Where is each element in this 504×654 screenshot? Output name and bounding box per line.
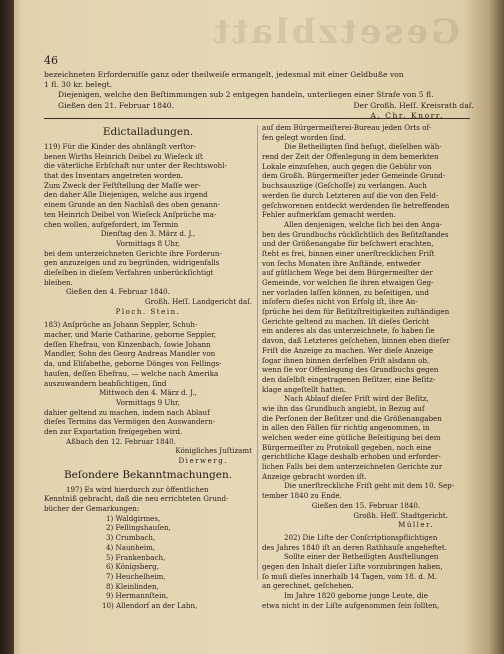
notice-197-continuation [262,123,470,501]
notice-197-line: Kenntniß gebracht, daß die neu errichteten Grund- [44,494,229,504]
bleed-through-text: Gesetzblatt [210,12,460,52]
text-line: den daſelbſt eingetragenen Beſitzer, eine Beſitz- [262,374,436,384]
notice-119-court: Großh. Heſſ. Landgericht daſ. [144,297,252,306]
date-left: Gießen den 21. Februar 1840. [58,100,175,110]
notice-197-court: Großh. Heſſ. Stadtgericht. [353,510,448,520]
notice-197-line: 197) Es wird hierdurch zur öffentlichen [66,484,209,494]
text-line: inſofern dieſes nicht von Erfolg iſt, ihre An- [262,297,418,307]
notice-119-line: Zum Zweck der Feſtſtellung der Maſſe wer- [44,180,201,190]
text-line: tember 1840 zu Ende. [262,491,342,501]
text-line: Im Jahre 1820 geborne junge Leute, die [284,591,428,600]
text-line: Fehler aufmerkſam gemacht werden. [262,210,396,220]
top-line: 1 fl. 30 kr. belegt. [44,80,113,90]
text-line: davon, daß Letzteres geſchehen, binnen eben dieſer [262,336,450,346]
text-line: Anzeige gebracht worden iſt. [262,471,367,481]
notice-183-line: den zur Exportation freigegeben wird. [44,426,183,436]
notice-183-line: 183) Anſprüche an Johann Seppler, Schuh- [44,320,198,330]
text-line: wie ihn das Grundbuch angiebt, in Bezug auf [262,403,425,413]
place-list-item: 5) Frankenbach, [106,552,166,562]
notice-119-line: 119) Für die Kinder des ohnlängſt verſtor- [44,142,196,151]
section-heading-edictalladungen: Edictalladungen. [102,126,194,138]
notice-197-line: bücher der Gemarkungen: [44,504,140,514]
date-authority-row [44,101,474,111]
notice-183-line: Mandler, Sohn des Georg Andreas Mandler von [44,349,216,359]
text-line: an gerechnet, geſchehen. [262,581,354,591]
text-line: Friſt die Anzeige zu machen. Wer dieſe Anzeige [262,345,434,355]
text-line: auf gütlichem Wege bei dem Bürgermeiſter der [262,268,433,278]
notice-183-signature: Dierwerg. [178,456,228,465]
notice-197-date: Gießen den 15. Februar 1840. [311,500,421,510]
notice-183-line: hauſen, deſſen Ehefrau, — welche nach Amerika [44,368,219,378]
text-line: welchen weder eine gütliche Beſeitigung bei dem [262,433,441,442]
notice-183-date: Aßbach den 12. Februar 1840. [66,436,176,446]
text-line: etwa nicht in der Liſte aufgenommen ſein ſollten, [262,600,440,610]
text-line: buchsauszüge (Geſchoſſe) zu verlangen. Auch [262,181,427,191]
text-line: Bürgermeiſter zu Protokoll gegeben, noch eine [262,442,432,452]
notice-119-line: that des Inventars angetreten worden. [44,171,184,181]
text-line: Sollte einer der Betheiligten Ausſtellungen [284,552,439,562]
text-line: ben des Grundbuchs rückſichtlich des Beſitzſtandes [262,229,449,239]
notice-183-line: auszuwandern beabſichtigen, ſind [44,378,167,388]
text-line: ner vorladen laſſen können, zu beſeitigen, und [262,287,429,297]
place-list-item: 6) Königsberg, [106,562,159,572]
notice-183-term-time: Vormittags 9 Uhr, [116,397,180,407]
notice-119-line: benen Wirths Heinrich Deibel zu Wieſeck iſt [44,151,203,161]
notice-183-court: Königliches Juſtizamt [175,446,252,456]
text-line: Lokale einzuſehen, auch gegen die Gebühr von [262,161,432,171]
text-line: gerichtliche Klage deshalb erhoben und erforder- [262,452,441,462]
notice-119-line: einem Grunde an den Nachlaß des oben genann- [44,200,221,210]
notice-183-line: dieſes Termins das Vermögen den Auswandern- [44,417,216,427]
left-column [44,123,252,611]
text-line: geſchworenen entdeckt werdenden ſie betreffenden [262,200,450,210]
notice-183-line: dahier geltend zu machen, indem nach Ablauf [44,407,210,417]
text-line: dem Großh. Bürgermeiſter jeder Gemeinde Grund- [262,171,446,181]
place-list-item: 4) Naunheim, [106,542,156,552]
notice-183-line: macher, und Marie Catharine, geborne Seppler, [44,330,217,340]
text-line: lichen Falls bei dem unterzeichneten Gerichte zur [262,462,443,472]
text-line: von ſechs Monaten ihre Anſtände, entweder [262,258,421,268]
text-line: Die unerſtreckliche Friſt geht mit dem 10. Sep- [284,481,455,491]
text-line: und der Größenangabe für beſchwert erachten, [262,239,434,249]
notice-119-term-date: Dienſtag den 3. März d. J., [100,229,196,239]
text-line: Nach Ablauf dieſer Friſt wird der Beſitz, [284,394,429,404]
text-line: rend der Zeit der Offenlegung in dem bemerkten [262,152,439,162]
place-list-item: 8) Kleinlinden, [106,581,159,591]
place-list-item: 9) Hermannſtein, [106,591,169,601]
section-heading-bekanntmachungen: Beſondere Bekanntmachungen. [63,468,233,481]
notice-119-line: dieſelben in dieſem Verfahren unberückſichtigt [44,267,214,277]
text-line: Gemeinde, vor welchen ſie ihren etwaigen Geg- [262,278,434,287]
book-spine [0,0,14,654]
place-list-item: 2) Fellingshauſen, [106,523,171,533]
notice-119-line: gen anzuzeigen und zu begründen, widrigenfalls [44,258,220,268]
text-line: Die Betheiligten ſind befugt, dieſelben wäh- [284,142,442,152]
notice-119-line: bei dem unterzeichneten Gerichte ihre Forderun- [44,248,222,258]
notice-119-line: bleiben. [44,277,73,287]
notice-183-term-date: Mittwoch den 4. März d. J., [99,388,197,398]
text-line: Allen denjenigen, welche ſich bei den Anga- [284,219,442,229]
text-line: klage angeſtellt hatten. [262,384,347,394]
text-line: wenn ſie vor Offenlegung des Grundbuchs gegen [262,365,439,375]
text-line: ſteht es frei, binnen einer unerſtrecklichen Friſt [262,248,435,258]
text-line: des Jahres 1840 iſt an deren Rathhauſe angeheftet. [262,542,447,552]
place-list-item: 7) Heuchelheim, [106,571,166,581]
notice-119-line: den daher Alle Diejenigen, welche aus irgend [44,190,208,200]
place-list-item: 10) Allendorf an der Lahn, [102,600,198,610]
ordinance-line: Diejenigen, welche den Beſtimmungen sub 2 entgegen handeln, unterliegen einer Strafe von 5 fl. [58,90,434,100]
notice-119-date: Gießen den 4. Februar 1840. [66,287,170,297]
notice-197-signature: Müller. [398,520,434,530]
notice-119-line: die väterliche Erbſchaft nur unter der Rechtswohl- [44,161,227,171]
notice-119-signature: Ploch. Stein. [115,306,181,316]
notice-119-line: chen wollen, aufgefordert, im Termin [44,219,179,229]
top-line: bezeichneten Erforderniſſe ganz oder theilweiſe ermangelt, jedesmal mit einer Geldbuße von [44,70,404,79]
text-line: ein anderes als das unterzeichnete, ſo haben ſie [262,326,435,336]
notice-183-line: deſſen Ehefrau, von Kinzenbach, ſowie Johann [44,339,211,349]
text-line: ſo muß dieſes innerhalb 14 Tagen, vom 18. d. M. [262,571,437,581]
top-signature: A. Chr. Knorr. [370,110,444,120]
notice-202 [262,533,470,611]
notice-183-line: da, und Eliſabethe, geborne Dönges von Fellings- [44,359,222,369]
text-line: fen gelegt worden ſind. [262,132,347,142]
text-line: ſogar ihnen binnen derſelben Friſt alsdann ob, [262,355,430,365]
text-line: auf dem Bürgermeiſterei-Bureau jeden Orts of- [262,123,432,132]
text-line: Gerichte geltend zu machen. Iſt dieſes Gericht [262,316,430,326]
place-list-item: 1) Waldgirmes, [106,513,161,523]
notice-119-term-time: Vormittags 8 Uhr, [116,238,180,248]
authority-right: Der Großh. Heſſ. Kreisrath daſ. [353,100,474,110]
text-line: 202) Die Liſte der Conſcriptionspflichtigen [284,532,438,542]
text-line: in allen den Fällen für richtig angenommen, in [262,423,430,433]
text-line: ſprüche bei dem für Beſitzſtreitigkeiten zuſtändigen [262,307,450,317]
horizontal-rule [44,118,470,119]
text-line: werden ſie durch Letzteren auf die von den Feld- [262,190,439,200]
text-line: die Perſonen der Beſitzer und die Größenangaben [262,413,442,423]
column-divider [257,125,258,580]
page-number: 46 [44,54,58,67]
place-list-item: 3) Crumbach, [106,533,156,543]
text-line: gegen den Inhalt dieſer Liſte vorzubringen haben, [262,561,443,571]
top-block [44,70,474,121]
notice-119-line: ten Heinrich Deibel von Wieſeck Anſprüche ma- [44,209,217,219]
right-column [262,123,470,610]
